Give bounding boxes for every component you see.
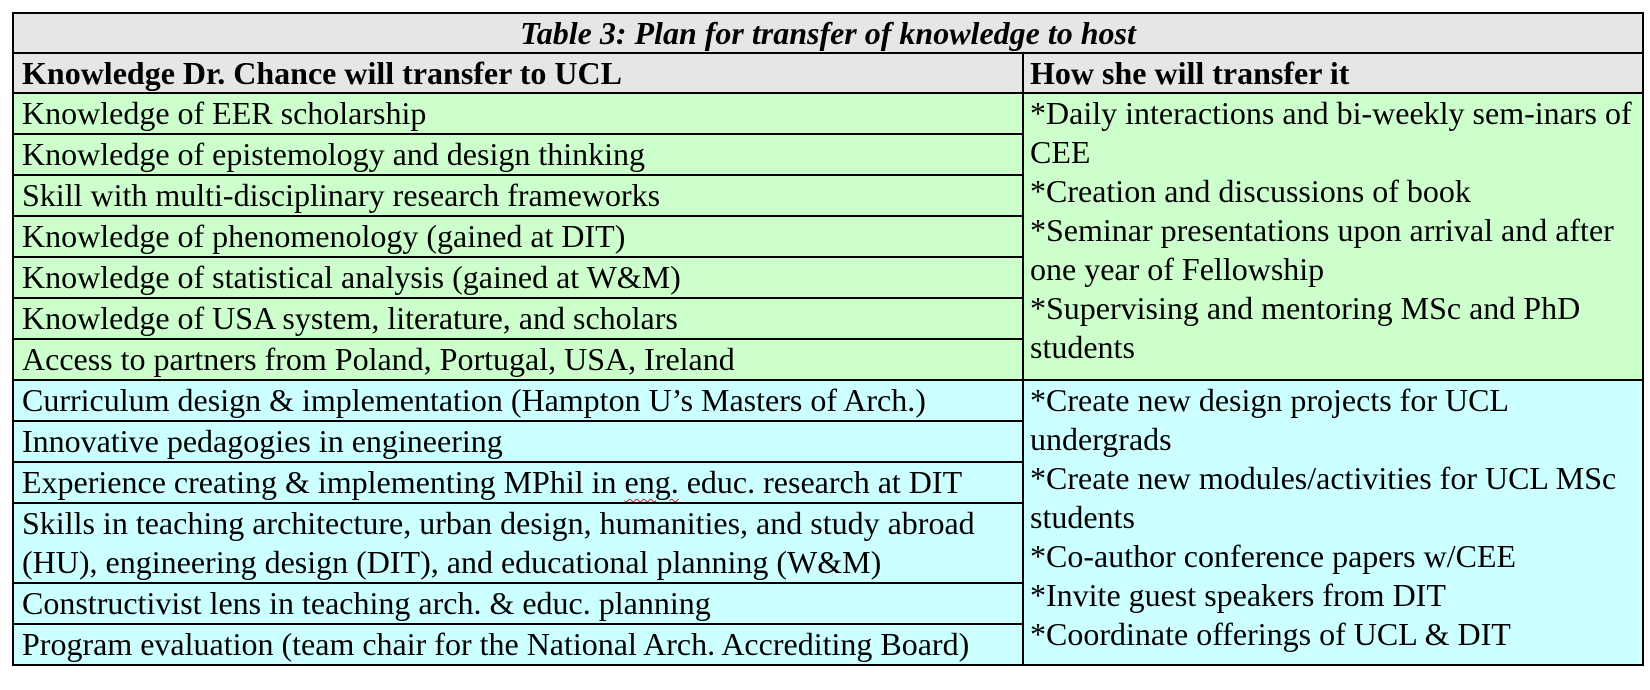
knowledge-item: Knowledge of phenomenology (gained at DIT)	[13, 216, 1023, 257]
transfer-method: *Co-author conference papers w/CEE	[1030, 538, 1517, 574]
transfer-method: *Coordinate offerings of UCL & DIT	[1030, 616, 1511, 652]
knowledge-item	[13, 462, 1023, 503]
transfer-method: *Creation and discussions of book	[1030, 173, 1471, 209]
transfer-method: *Supervising and mentoring MSc and PhD students	[1030, 290, 1581, 365]
transfer-method: *Create new modules/activities for UCL MSc students	[1030, 460, 1617, 535]
knowledge-item: Curriculum design & implementation (Hampton U’s Masters of Arch.)	[13, 380, 1023, 421]
knowledge-item: Innovative pedagogies in engineering	[13, 421, 1023, 462]
header-knowledge: Knowledge Dr. Chance will transfer to UCL	[13, 53, 1023, 93]
transfer-method: *Seminar presentations upon arrival and after one year of Fellowship	[1030, 212, 1614, 287]
knowledge-item: Access to partners from Poland, Portugal, USA, Ireland	[13, 339, 1023, 380]
knowledge-item: Constructivist lens in teaching arch. & educ. planning	[13, 583, 1023, 624]
transfer-methods-group-1	[1023, 93, 1643, 380]
header-transfer-method: How she will transfer it	[1023, 53, 1643, 93]
table-caption: Table 3: Plan for transfer of knowledge to host	[13, 13, 1643, 53]
knowledge-item-text: Experience creating & implementing MPhil in	[22, 464, 625, 500]
transfer-method: *Invite guest speakers from DIT	[1030, 577, 1446, 613]
knowledge-item: Knowledge of USA system, literature, and scholars	[13, 298, 1023, 339]
knowledge-item: Program evaluation (team chair for the National Arch. Accrediting Board)	[13, 624, 1023, 665]
knowledge-item: Skills in teaching architecture, urban design, humanities, and study abroad (HU), engineering design (DIT), and educational planning (W&M)	[13, 503, 1023, 583]
knowledge-item: Skill with multi-disciplinary research frameworks	[13, 175, 1023, 216]
knowledge-item: Knowledge of epistemology and design thinking	[13, 134, 1023, 175]
transfer-method: *Create new design projects for UCL undergrads	[1030, 382, 1508, 457]
knowledge-item: Knowledge of EER scholarship	[13, 93, 1023, 134]
transfer-method: *Daily interactions and bi-weekly sem-inars of CEE	[1030, 95, 1632, 170]
document-page	[12, 12, 1642, 666]
spellcheck-flagged-word: eng.	[624, 464, 679, 500]
knowledge-item: Knowledge of statistical analysis (gained at W&M)	[13, 257, 1023, 298]
knowledge-item-text: educ. research at DIT	[678, 464, 963, 500]
knowledge-transfer-table	[12, 12, 1644, 666]
transfer-methods-group-2	[1023, 380, 1643, 665]
